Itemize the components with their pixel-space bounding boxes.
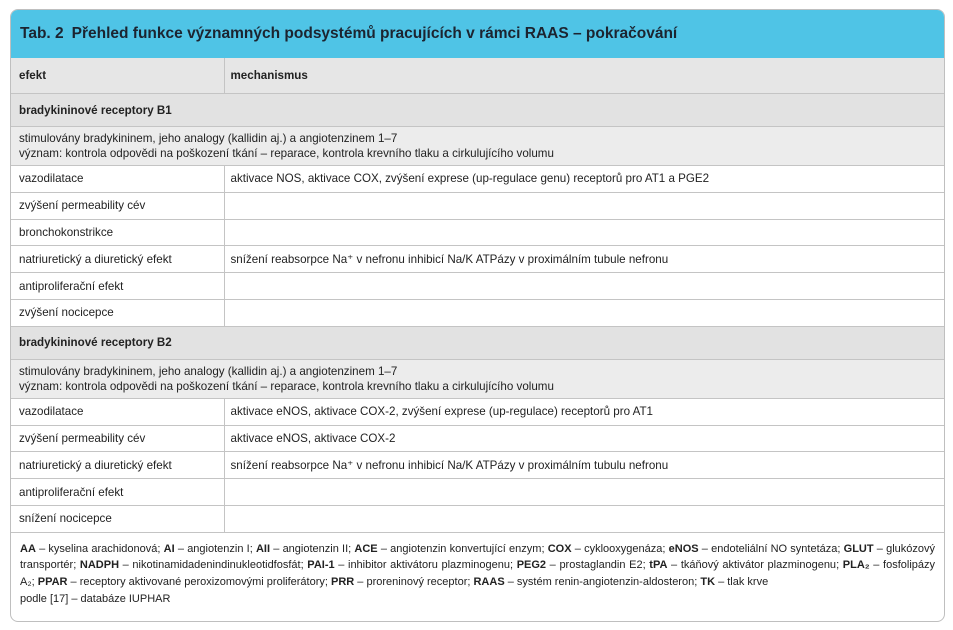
effect-cell: snížení nocicepce bbox=[11, 505, 224, 532]
mechanism-cell: aktivace eNOS, aktivace COX-2, zvýšení exprese (up-regulace) receptorů pro AT1 bbox=[224, 398, 944, 425]
abbreviation-term: PRR bbox=[331, 576, 355, 589]
table-row bbox=[11, 425, 944, 452]
group-description-b1 bbox=[11, 127, 944, 166]
effect-cell: bronchokonstrikce bbox=[11, 219, 224, 246]
abbreviation-definition: prostaglandin E2 bbox=[559, 559, 643, 572]
abbreviation-definition: tlak krve bbox=[727, 576, 769, 589]
table-row bbox=[11, 273, 944, 300]
mechanism-cell: aktivace eNOS, aktivace COX-2 bbox=[224, 425, 944, 452]
abbreviation-definition: angiotenzin konvertující enzym bbox=[390, 542, 542, 555]
abbreviation-term: PPAR bbox=[37, 576, 68, 589]
abbreviation-term: PAI-1 bbox=[307, 559, 335, 572]
description-line: význam: kontrola odpovědi na poškození tkání – reparace, kontrola krevního tlaku a cirkulujícího volumu bbox=[19, 147, 554, 160]
table-title-bar bbox=[11, 10, 944, 58]
abbreviation-term: COX bbox=[547, 542, 572, 555]
effect-cell: natriuretický a diuretický efekt bbox=[11, 452, 224, 479]
table-row bbox=[11, 452, 944, 479]
abbreviation-term: PLA₂ bbox=[842, 559, 870, 572]
mechanism-cell bbox=[224, 219, 944, 246]
table-frame bbox=[10, 9, 945, 622]
abbreviation-definition: proreninový receptor bbox=[366, 576, 468, 589]
data-table bbox=[11, 58, 944, 533]
abbreviation-definition: glukózový transportér bbox=[20, 542, 936, 572]
group-name: bradykininové receptory B1 bbox=[11, 94, 944, 127]
column-header-effect: efekt bbox=[11, 58, 224, 94]
abbreviation-definition: endoteliální NO syntetáza bbox=[711, 542, 838, 555]
abbreviation-definition: nikotinamidadenindinukleotidfosfát bbox=[132, 559, 301, 572]
mechanism-cell bbox=[224, 192, 944, 219]
effect-cell: antiproliferační efekt bbox=[11, 273, 224, 300]
abbreviation-term: GLUT bbox=[843, 542, 874, 555]
mechanism-cell bbox=[224, 505, 944, 532]
group-description bbox=[11, 127, 944, 166]
description-line: stimulovány bradykininem, jeho analogy (kallidin aj.) a angiotenzinem 1–7 bbox=[19, 132, 398, 145]
effect-cell: natriuretický a diuretický efekt bbox=[11, 246, 224, 273]
group-heading-b2 bbox=[11, 326, 944, 359]
table-row bbox=[11, 192, 944, 219]
mechanism-cell bbox=[224, 479, 944, 506]
effect-cell: antiproliferační efekt bbox=[11, 479, 224, 506]
description-line: stimulovány bradykininem, jeho analogy (kallidin aj.) a angiotenzinem 1–7 bbox=[19, 364, 398, 378]
group-description bbox=[11, 359, 944, 398]
effect-cell: vazodilatace bbox=[11, 166, 224, 193]
abbreviation-definition: systém renin-angiotenzin-aldosteron bbox=[516, 576, 695, 589]
abbreviation-definition: tkáňový aktivátor plazminogenu bbox=[680, 559, 837, 572]
abbreviation-definition: inhibitor aktivátoru plazminogenu bbox=[348, 559, 510, 572]
column-header-mechanism: mechanismus bbox=[224, 58, 944, 94]
abbreviation-definition: receptory aktivované peroxizomovými proliferátory bbox=[79, 576, 325, 589]
abbreviation-term: eNOS bbox=[668, 542, 699, 555]
abbreviation-definition: fosfolipázy A₂ bbox=[20, 559, 936, 589]
abbreviation-term: AII bbox=[255, 542, 271, 555]
table-title: Přehled funkce významných podsystémů pracujících v rámci RAAS – pokračování bbox=[71, 25, 678, 42]
table-row bbox=[11, 219, 944, 246]
mechanism-cell bbox=[224, 273, 944, 300]
table-row bbox=[11, 505, 944, 532]
table-source: podle [17] – databáze IUPHAR bbox=[20, 592, 171, 605]
effect-cell: zvýšení permeability cév bbox=[11, 192, 224, 219]
table-footnote bbox=[11, 533, 944, 608]
group-heading-b1 bbox=[11, 94, 944, 127]
abbreviation-term: ACE bbox=[354, 542, 378, 555]
mechanism-cell: snížení reabsorpce Na⁺ v nefronu inhibicí Na/K ATPázy v proximálním tubulu nefronu bbox=[224, 452, 944, 479]
abbreviation-definition: kyselina arachidonová bbox=[48, 542, 158, 555]
abbreviation-definition: angiotenzin II bbox=[282, 542, 349, 555]
abbreviation-definition: cyklooxygenáza bbox=[584, 542, 663, 555]
effect-cell: vazodilatace bbox=[11, 398, 224, 425]
abbreviation-definition: angiotenzin I bbox=[187, 542, 250, 555]
table-row bbox=[11, 246, 944, 273]
mechanism-cell: snížení reabsorpce Na⁺ v nefronu inhibicí Na/K ATPázy v proximálním tubule nefronu bbox=[224, 246, 944, 273]
mechanism-cell bbox=[224, 299, 944, 326]
abbreviation-term: PEG2 bbox=[516, 559, 547, 572]
abbreviation-term: TK bbox=[700, 576, 716, 589]
group-name: bradykininové receptory B2 bbox=[11, 326, 944, 359]
abbreviation-term: tPA bbox=[649, 559, 668, 572]
table-row bbox=[11, 398, 944, 425]
table-header-row bbox=[11, 58, 944, 94]
table-number: Tab. 2 bbox=[20, 25, 64, 42]
abbreviation-term: AI bbox=[163, 542, 175, 555]
table-row bbox=[11, 479, 944, 506]
abbreviation-term: NADPH bbox=[79, 559, 120, 572]
effect-cell: zvýšení nocicepce bbox=[11, 299, 224, 326]
abbreviation-term: RAAS bbox=[473, 576, 505, 589]
mechanism-cell: aktivace NOS, aktivace COX, zvýšení exprese (up-regulace genu) receptorů pro AT1 a PGE2 bbox=[224, 166, 944, 193]
table-row bbox=[11, 299, 944, 326]
abbreviation-list: AA – kyselina arachidonová; AI – angiotenzin I; AII – angiotenzin II; ACE – angiotenzin konvertující enzym; COX – cyklooxygenáza; eNOS – endoteliální NO syntetáza; GLUT – glukózový transportér; NADPH – nikotinamidadenindinukleotidfosfát; PAI-1 – inhibitor aktivátoru plazminogenu; PEG2 – prostaglandin E2; tPA – tkáňový aktivátor plazminogenu; PLA₂ – fosfolipázy A₂; PPAR – receptory aktivované peroxizomovými proliferátory; PRR – proreninový receptor; RAAS – systém renin-angiotenzin-aldosteron; TK – tlak krve bbox=[20, 542, 936, 589]
description-line: význam: kontrola odpovědi na poškození tkání – reparace, kontrola krevního tlaku a cirkulujícího volumu bbox=[19, 379, 554, 393]
abbreviation-term: AA bbox=[20, 542, 36, 555]
table-row bbox=[11, 166, 944, 193]
effect-cell: zvýšení permeability cév bbox=[11, 425, 224, 452]
group-description-b2 bbox=[11, 359, 944, 398]
